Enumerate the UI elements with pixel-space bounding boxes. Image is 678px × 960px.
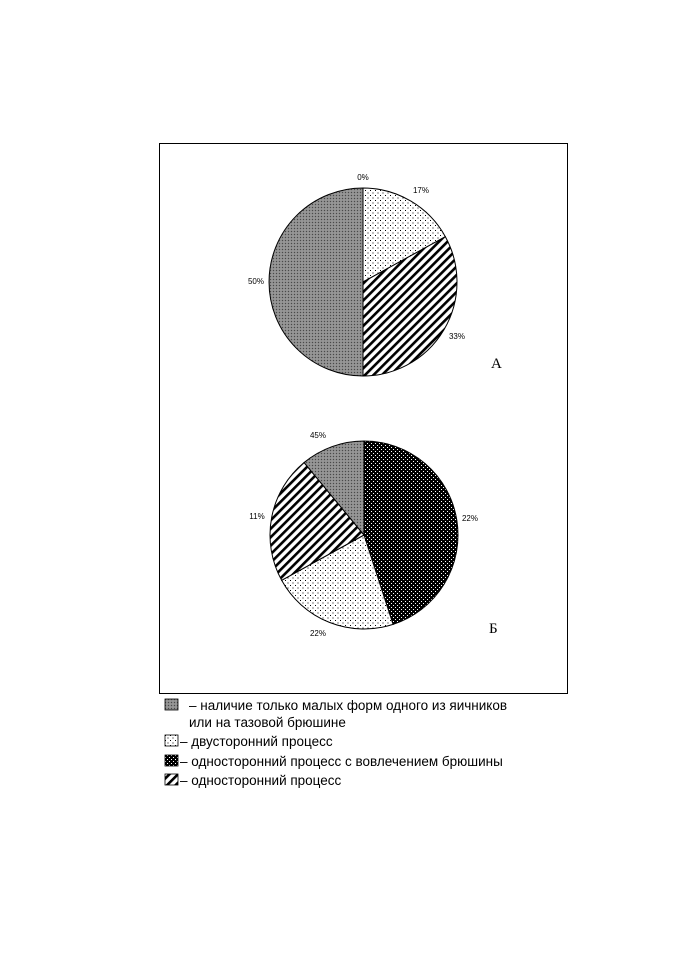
pie-label-bilateral: 22% xyxy=(461,514,479,523)
legend-swatch-stripes xyxy=(165,774,178,785)
pie-label-small_forms: 50% xyxy=(247,277,265,286)
legend-swatch-dots xyxy=(165,735,178,746)
legend-item-peritoneum xyxy=(165,754,503,769)
pie-label-unilateral: 33% xyxy=(448,332,466,341)
legend-label-small-forms-line1: – наличие только малых форм одного из яичников xyxy=(189,698,508,713)
legend-label-small-forms-line2: или на тазовой брюшине xyxy=(189,715,346,730)
legend xyxy=(165,698,507,788)
pie-chart-b xyxy=(249,431,478,638)
panel-label-b: Б xyxy=(489,621,498,637)
pie-label-peritoneum: 0% xyxy=(357,173,369,182)
legend-label-unilateral: – односторонний процесс xyxy=(180,773,342,788)
legend-item-bilateral xyxy=(165,734,333,749)
legend-swatch-gray xyxy=(165,699,178,710)
pie-label-unilateral: 22% xyxy=(309,629,327,638)
legend-swatch-black xyxy=(165,755,178,766)
legend-item-small-forms xyxy=(165,698,507,730)
pie-label-bilateral: 17% xyxy=(412,186,430,195)
pie-label-small_forms: 11% xyxy=(249,512,265,521)
pie-label-peritoneum: 45% xyxy=(309,431,327,440)
legend-item-unilateral xyxy=(165,773,342,788)
legend-label-bilateral: – двусторонний процесс xyxy=(180,734,333,749)
legend-label-peritoneum: – односторонний процесс с вовлечением брюшины xyxy=(180,754,503,769)
pie-slice-small_forms xyxy=(269,188,363,376)
panel-label-a: А xyxy=(491,356,502,372)
pie-chart-a xyxy=(248,173,465,376)
